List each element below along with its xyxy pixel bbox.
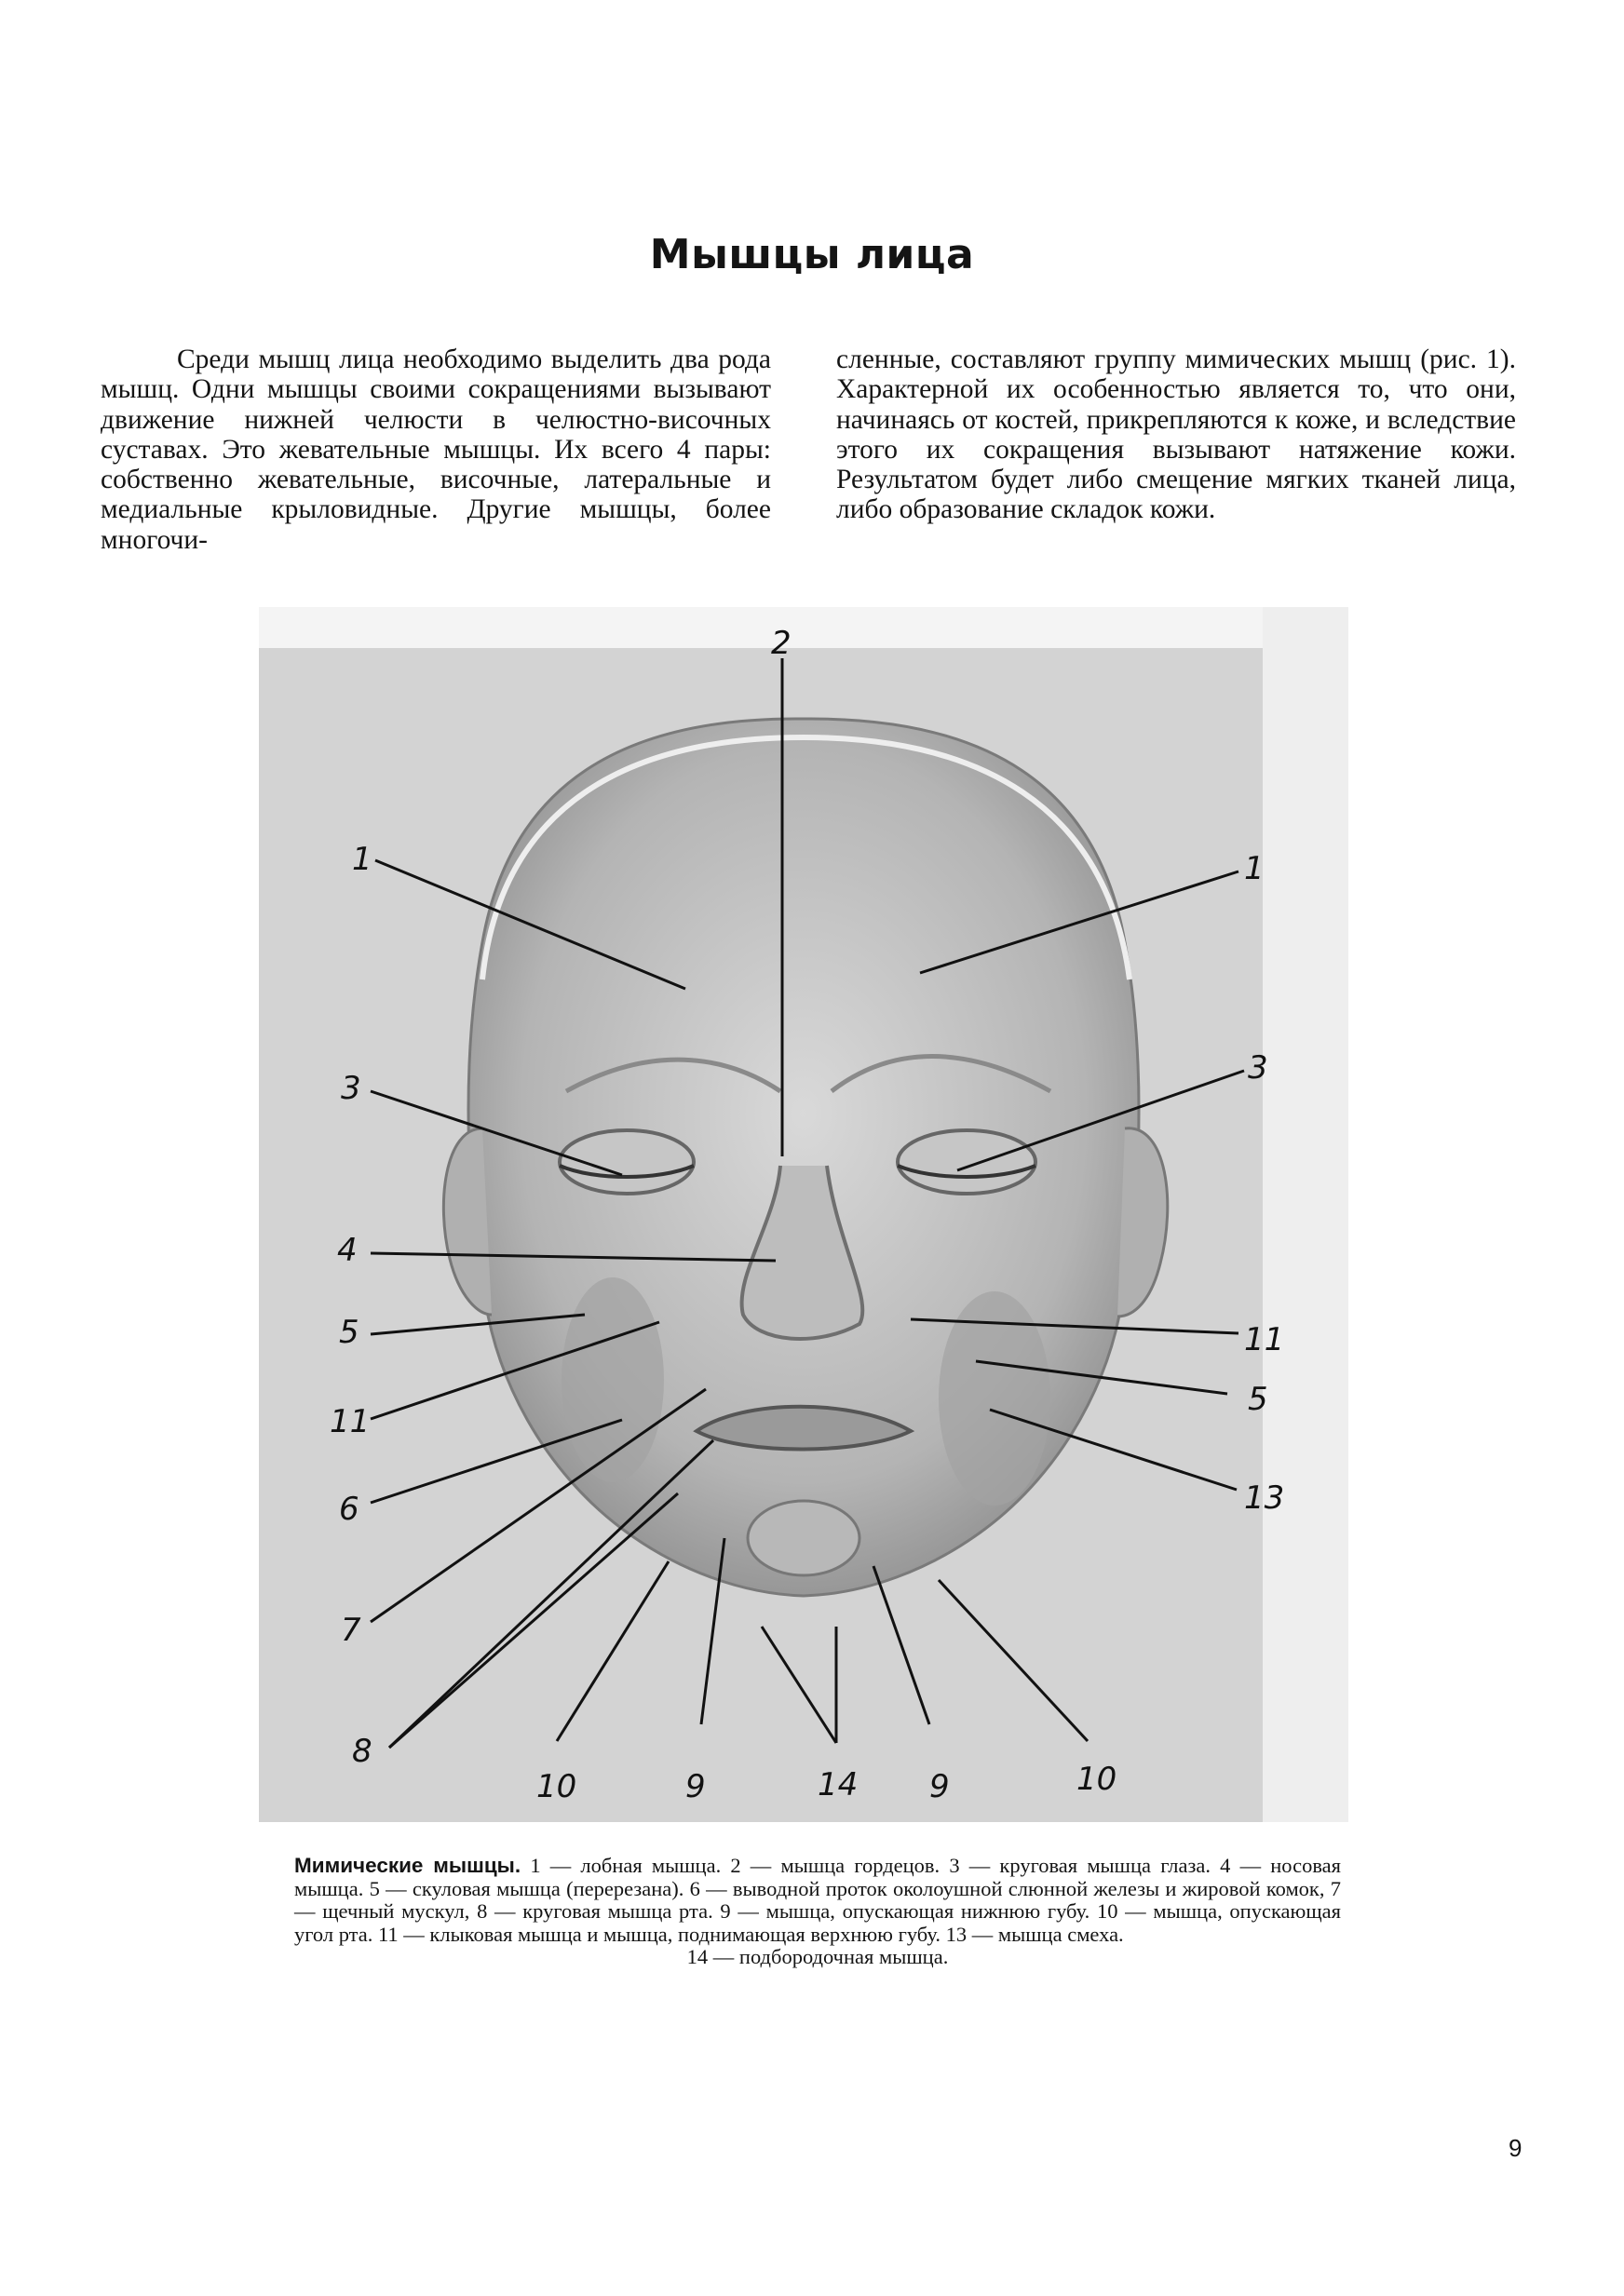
figure-label-14: 14: [818, 1766, 859, 1803]
figure-facial-muscles: [259, 607, 1348, 1822]
figure-label-13: 13: [1244, 1479, 1285, 1517]
right-eye: [898, 1130, 1035, 1194]
figure-label-8: 8: [352, 1733, 372, 1770]
figure-label-11-left: 11: [330, 1403, 371, 1440]
figure-label-9-right: 9: [929, 1768, 950, 1805]
figure-label-11-right: 11: [1244, 1321, 1285, 1358]
figure-label-1-right: 1: [1244, 850, 1265, 887]
figure-label-4: 4: [337, 1232, 358, 1269]
figure-label-7: 7: [341, 1612, 361, 1649]
left-column-paragraph: Среди мышц лица необходимо выделить два рода мышц. Одни мышцы своими сокращениями вызывают движение нижней челюсти в челюстно-височных суставах. Это жевательные мышцы. Их всего 4 пары: собственно жевательные, височные, латеральные и медиальные крыловидные. Другие мышцы, более многочи-: [101, 344, 771, 555]
figure-label-6: 6: [339, 1491, 359, 1528]
figure-caption: [294, 1855, 1341, 1969]
figure-label-10-right: 10: [1076, 1761, 1117, 1798]
figure-label-5-left: 5: [339, 1314, 359, 1351]
figure-label-3-left: 3: [341, 1070, 361, 1107]
face-illustration: [259, 607, 1348, 1822]
figure-label-5-right: 5: [1248, 1381, 1268, 1418]
figure-label-1-left: 1: [352, 841, 372, 878]
left-cheek-muscle: [562, 1277, 664, 1482]
caption-last-line: 14 — подбородочная мышца.: [686, 1945, 949, 1968]
caption-text: 1 — лобная мышца. 2 — мышца гордецов. 3 — круговая мышца глаза. 4 — носовая мышца. 5 — скуловая мышца (перерезана). 6 — выводной проток околоушной слюнной железы и жировой комок, 7 — щечный мускул, 8 — круговая мышца рта. 9 — мышца, опускающая нижнюю губу. 10 — мышца, опускающая угол рта. 11 — клыковая мышца и мышца, поднимающая верхнюю губу. 13 — мышца смеха.: [294, 1854, 1341, 1946]
figure-label-3-right: 3: [1248, 1049, 1268, 1087]
figure-label-9-left: 9: [685, 1768, 706, 1805]
right-column-paragraph: сленные, составляют группу мимических мышц (рис. 1). Характерной их особенностью является то, что они, начинаясь от костей, прикрепляются к коже, и вследствие этого их сокращения вызывают натяжение кожи. Результатом будет либо смещение мягких тканей лица, либо образование складок кожи.: [836, 344, 1516, 525]
text-column-right: [836, 344, 1516, 525]
chin: [748, 1501, 859, 1575]
page-number: 9: [1509, 2134, 1522, 2162]
page-title: Мышцы лица: [649, 231, 975, 278]
figure-right-margin: [1263, 607, 1348, 1822]
figure-top-margin: [259, 607, 1348, 648]
caption-title: Мимические мышцы.: [294, 1854, 521, 1877]
figure-label-2: 2: [771, 625, 792, 662]
text-column-left: [101, 344, 771, 555]
figure-label-10-left: 10: [536, 1768, 577, 1805]
